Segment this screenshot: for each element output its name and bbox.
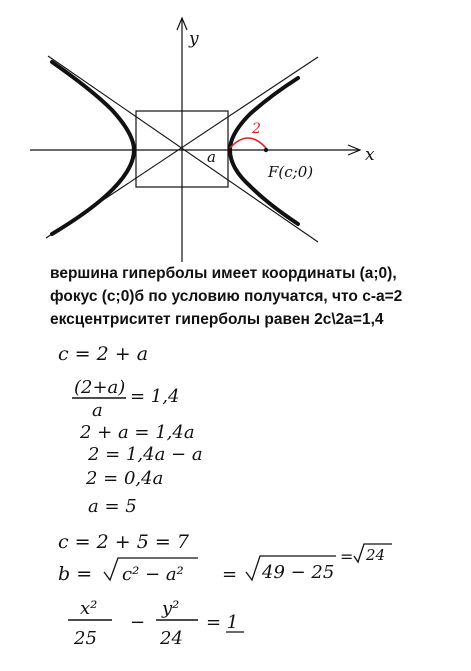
statement-line-2: фокус (c;0)б по условию получатся, что c-a=2 <box>50 288 403 305</box>
equation-b-equals-2: = <box>340 547 354 566</box>
equation-5: 2 = 0,4a <box>86 468 164 489</box>
radical-content-3: 24 <box>366 546 386 564</box>
equation-b-lhs: b = <box>58 563 93 585</box>
final-denominator-24: 24 <box>160 628 183 649</box>
final-numerator-x: x² <box>80 598 98 619</box>
statement-line-3: ексцентриситет гиперболы равен 2c\2a=1,4 <box>50 311 384 328</box>
equation-a: a = 5 <box>88 496 137 517</box>
vertex-focus-arc <box>230 138 266 148</box>
equation-b-equals: = <box>222 564 238 585</box>
handwritten-solution <box>58 343 392 649</box>
hyperbola-left-branch <box>52 62 134 234</box>
final-denominator-25: 25 <box>74 628 97 649</box>
equation-4: 2 = 1,4a − a <box>88 444 203 465</box>
hyperbola-diagram <box>30 18 375 262</box>
problem-statement <box>50 262 471 331</box>
distance-label: 2 <box>252 121 261 137</box>
focus-label: F(c;0) <box>268 163 314 181</box>
fraction-denominator: a <box>92 400 103 421</box>
equation-3: 2 + a = 1,4a <box>80 422 195 443</box>
radical-content-1: c² − a² <box>122 564 184 585</box>
final-numerator-y: y² <box>162 598 180 619</box>
hyperbola-right-branch <box>230 78 298 224</box>
final-minus: − <box>130 612 146 633</box>
equation-c-value: c = 2 + 5 = 7 <box>58 531 189 553</box>
focus-point <box>264 148 268 152</box>
y-axis-label: y <box>189 29 199 49</box>
final-rhs: = 1 <box>206 612 239 633</box>
equation-c: c = 2 + a <box>58 343 149 365</box>
statement-line-1: вершина гиперболы имеет координаты (a;0), <box>50 265 397 282</box>
fraction-numerator: (2+a) <box>74 377 126 398</box>
radical-content-2: 49 − 25 <box>262 562 335 583</box>
fraction-rhs: = 1,4 <box>130 386 180 407</box>
vertex-label: a <box>207 148 216 166</box>
x-axis-label: x <box>365 145 375 165</box>
